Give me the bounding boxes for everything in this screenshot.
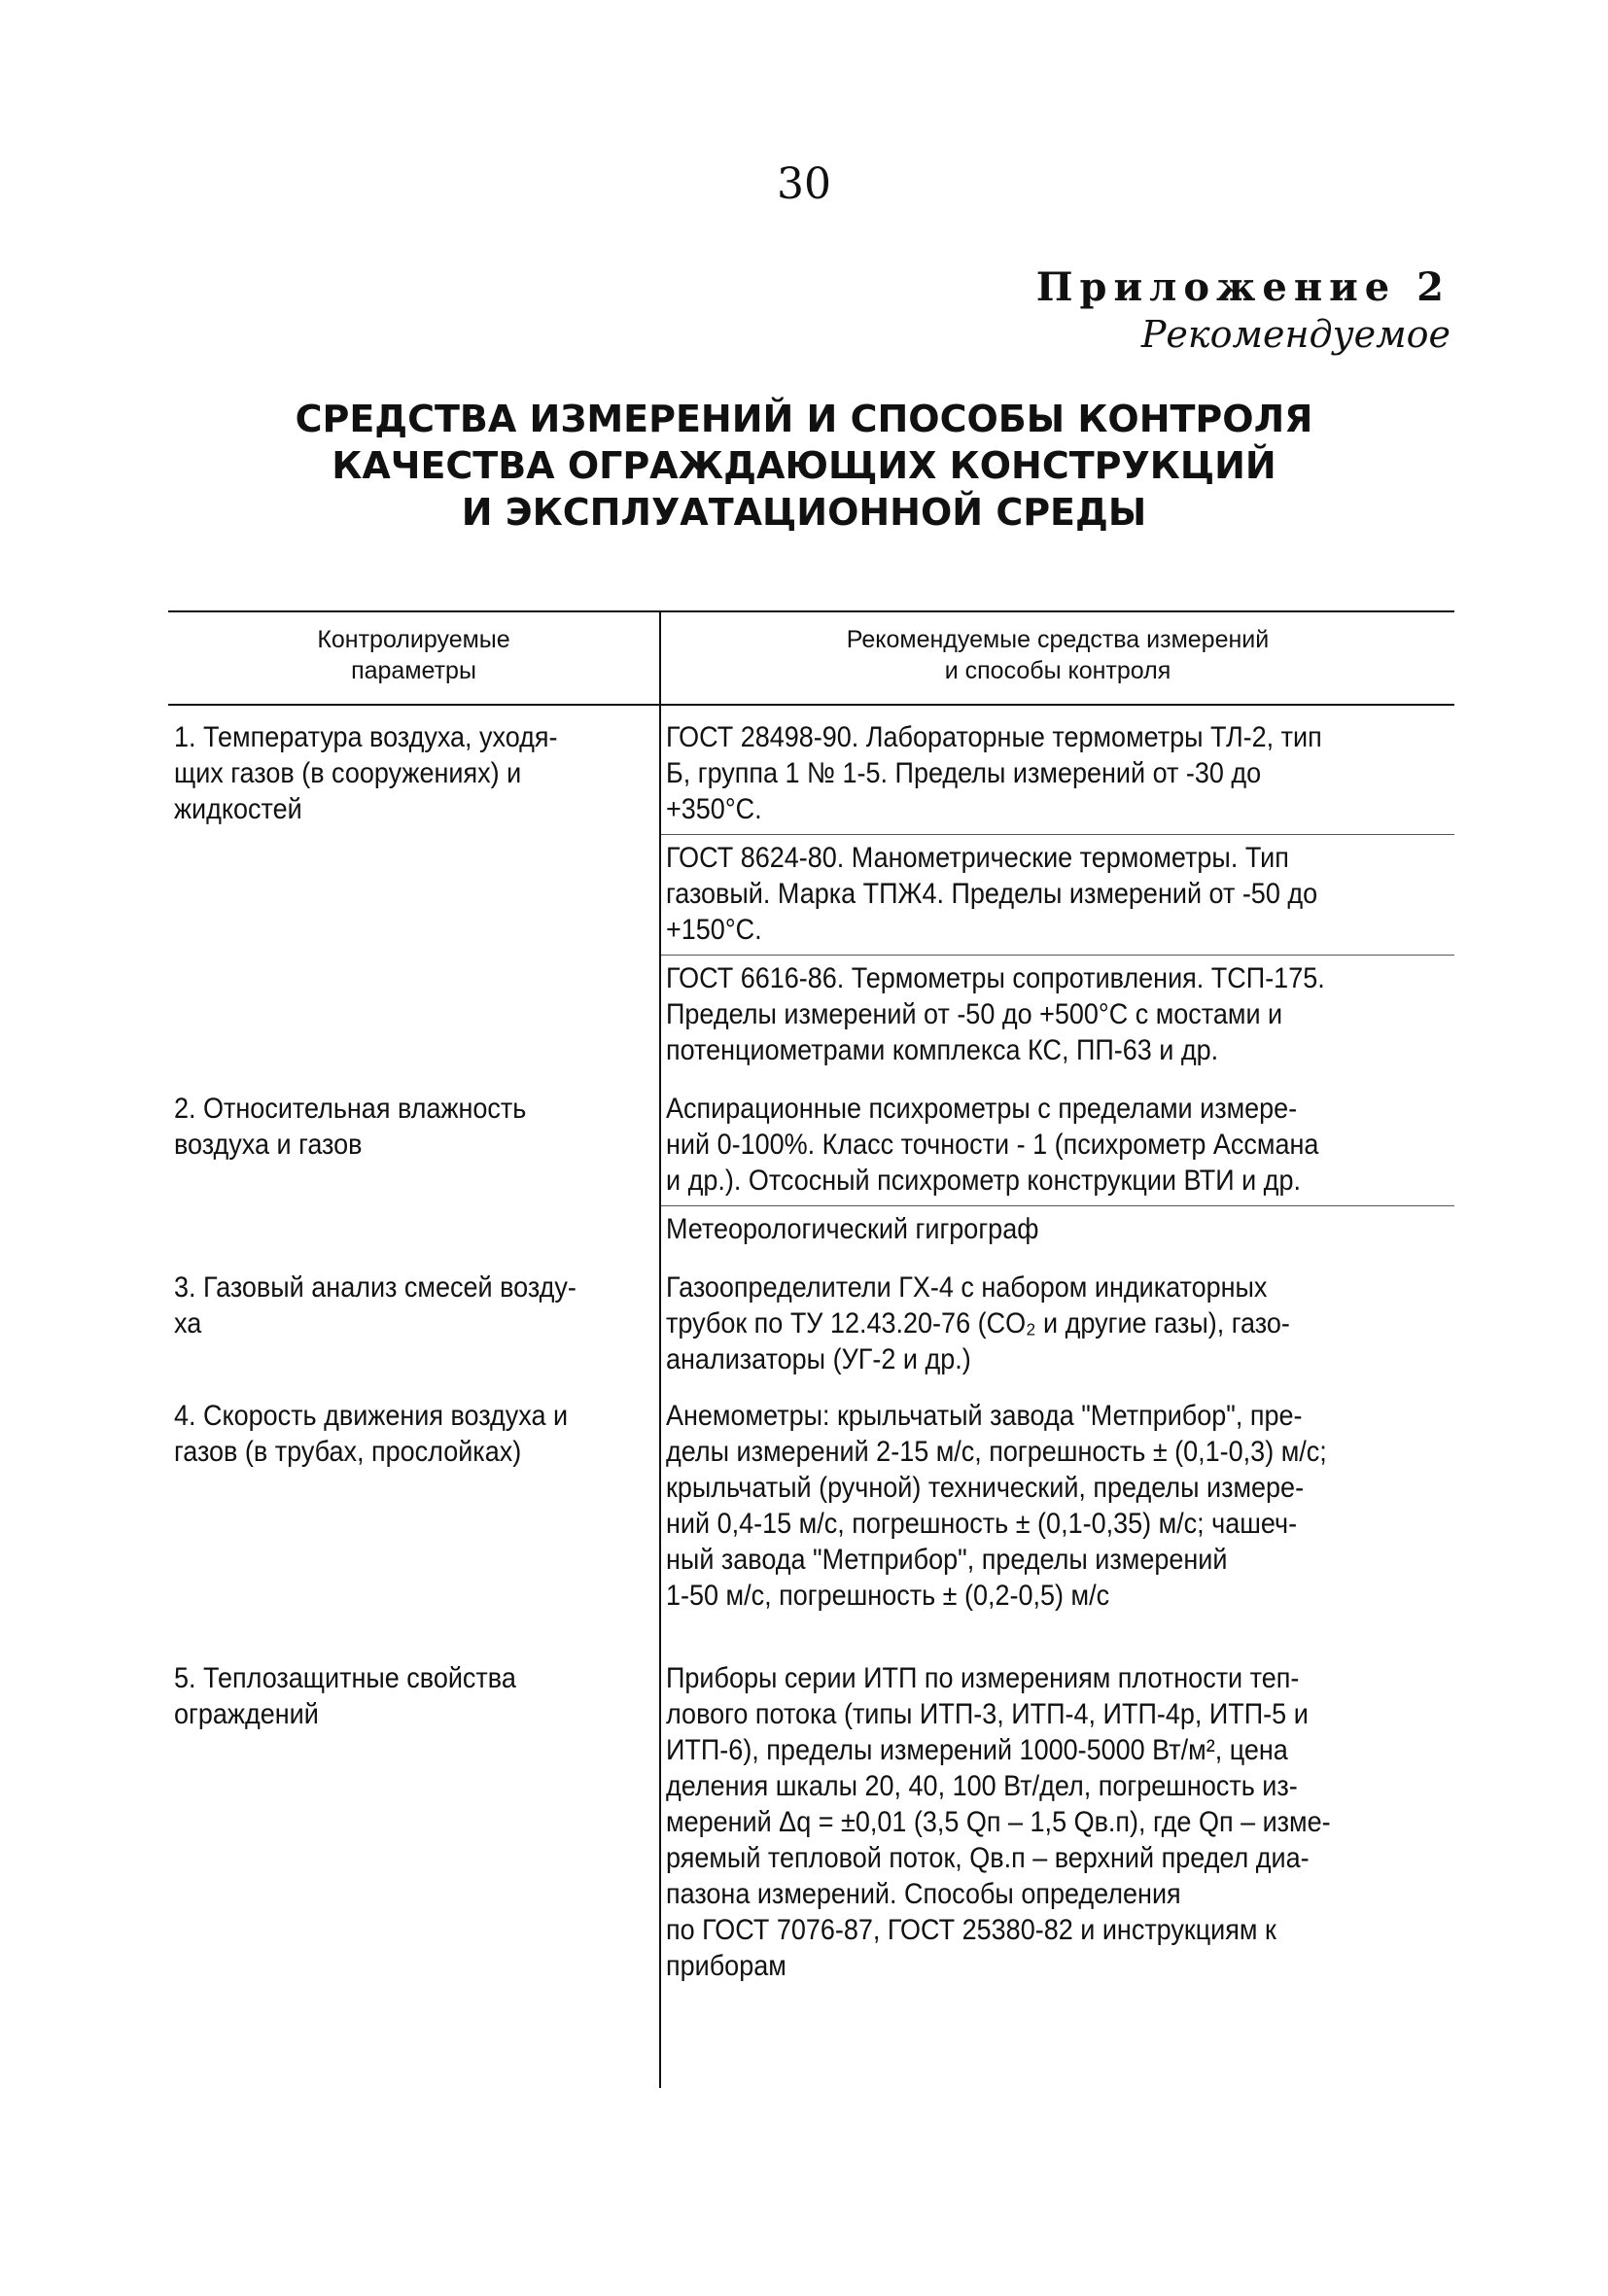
header-remedies: Рекомендуемые средства измерений и способы контроля bbox=[846, 626, 1270, 684]
remedy-cell: Аспирационные психрометры с пределами измере- ний 0-100%. Класс точности - 1 (психрометр Ассмана и др.). Отсосный психрометр конструкции ВТИ и др. bbox=[666, 1093, 1319, 1197]
parameter-cell: 1. Температура воздуха, уходя- щих газов (в сооружениях) и жидкостей bbox=[174, 721, 558, 825]
parameter-cell: 2. Относительная влажность воздуха и газов bbox=[174, 1093, 527, 1161]
parameter-cell: 4. Скорость движения воздуха и газов (в трубах, прослойках) bbox=[174, 1400, 569, 1468]
remedy-cell: Метеорологический гигрограф bbox=[666, 1213, 1039, 1245]
document-title bbox=[0, 400, 1608, 540]
header-parameters: Контролируемые параметры bbox=[317, 626, 510, 684]
title-line: КАЧЕСТВА ОГРАЖДАЮЩИХ КОНСТРУКЦИЙ bbox=[332, 444, 1276, 487]
table-top-rule bbox=[168, 610, 1454, 612]
column-divider bbox=[659, 610, 661, 2088]
appendix-label: Приложение 2 bbox=[1035, 264, 1451, 310]
remedy-cell: Анемометры: крыльчатый завода "Метприбор", пре- делы измерений 2-15 м/с, погрешность ± (0,1-0,3) м/с; крыльчатый (ручной) технический, пределы измере- ний 0,4-15 м/с, погрешность ± (0,1-0,35) м/с; чашеч- ный завода "Метприбор", пределы измерений 1-50 м/с, погрешность ± (0,2-0,5) м/с bbox=[666, 1400, 1327, 1612]
remedy-separator bbox=[661, 955, 1454, 956]
remedy-separator bbox=[661, 1205, 1454, 1206]
table-header-rule bbox=[168, 704, 1454, 706]
title-line: И ЭКСПЛУАТАЦИОННОЙ СРЕДЫ bbox=[461, 491, 1147, 534]
remedy-cell: ГОСТ 8624-80. Манометрические термометры. Тип газовый. Марка ТПЖ4. Пределы измерений от -50 до +150°С. bbox=[666, 842, 1318, 946]
measurement-table bbox=[168, 610, 1454, 2088]
title-line: СРЕДСТВА ИЗМЕРЕНИЙ И СПОСОБЫ КОНТРОЛЯ bbox=[295, 398, 1313, 440]
remedy-cell: ГОСТ 6616-86. Термометры сопротивления. ТСП-175. Пределы измерений от -50 до +500°С с мостами и потенциометрами комплекса КС, ПП-63 и др. bbox=[666, 962, 1325, 1066]
remedy-cell: ГОСТ 28498-90. Лабораторные термометры ТЛ-2, тип Б, группа 1 № 1-5. Пределы измерений от -30 до +350°С. bbox=[666, 721, 1322, 825]
parameter-cell: 3. Газовый анализ смесей возду- ха bbox=[174, 1271, 577, 1339]
remedy-cell: Приборы серии ИТП по измерениям плотности теп- лового потока (типы ИТП-3, ИТП-4, ИТП-4р, ИТП-5 и ИТП-6), пределы измерений 1000-5000 Вт/м², цена деления шкалы 20, 40, 100 Вт/дел, погрешность из- мерений Δq = ±0,01 (3,5 Qп – 1,5 Qв.п), где Qп – изме- ряемый тепловой поток, Qв.п – верхний предел диа- пазона измерений. Способы определения по ГОСТ 7076-87, ГОСТ 25380-82 и инструкциям к приборам bbox=[666, 1662, 1331, 1982]
remedy-separator bbox=[661, 834, 1454, 835]
parameter-cell: 5. Теплозащитные свойства ограждений bbox=[174, 1662, 516, 1730]
appendix-status: Рекомендуемое bbox=[1140, 313, 1451, 356]
page-number: 30 bbox=[777, 159, 831, 209]
remedy-cell: Газоопределители ГХ-4 с набором индикаторных трубок по ТУ 12.43.20-76 (CO₂ и другие газы), газо- анализаторы (УГ-2 и др.) bbox=[666, 1271, 1290, 1375]
